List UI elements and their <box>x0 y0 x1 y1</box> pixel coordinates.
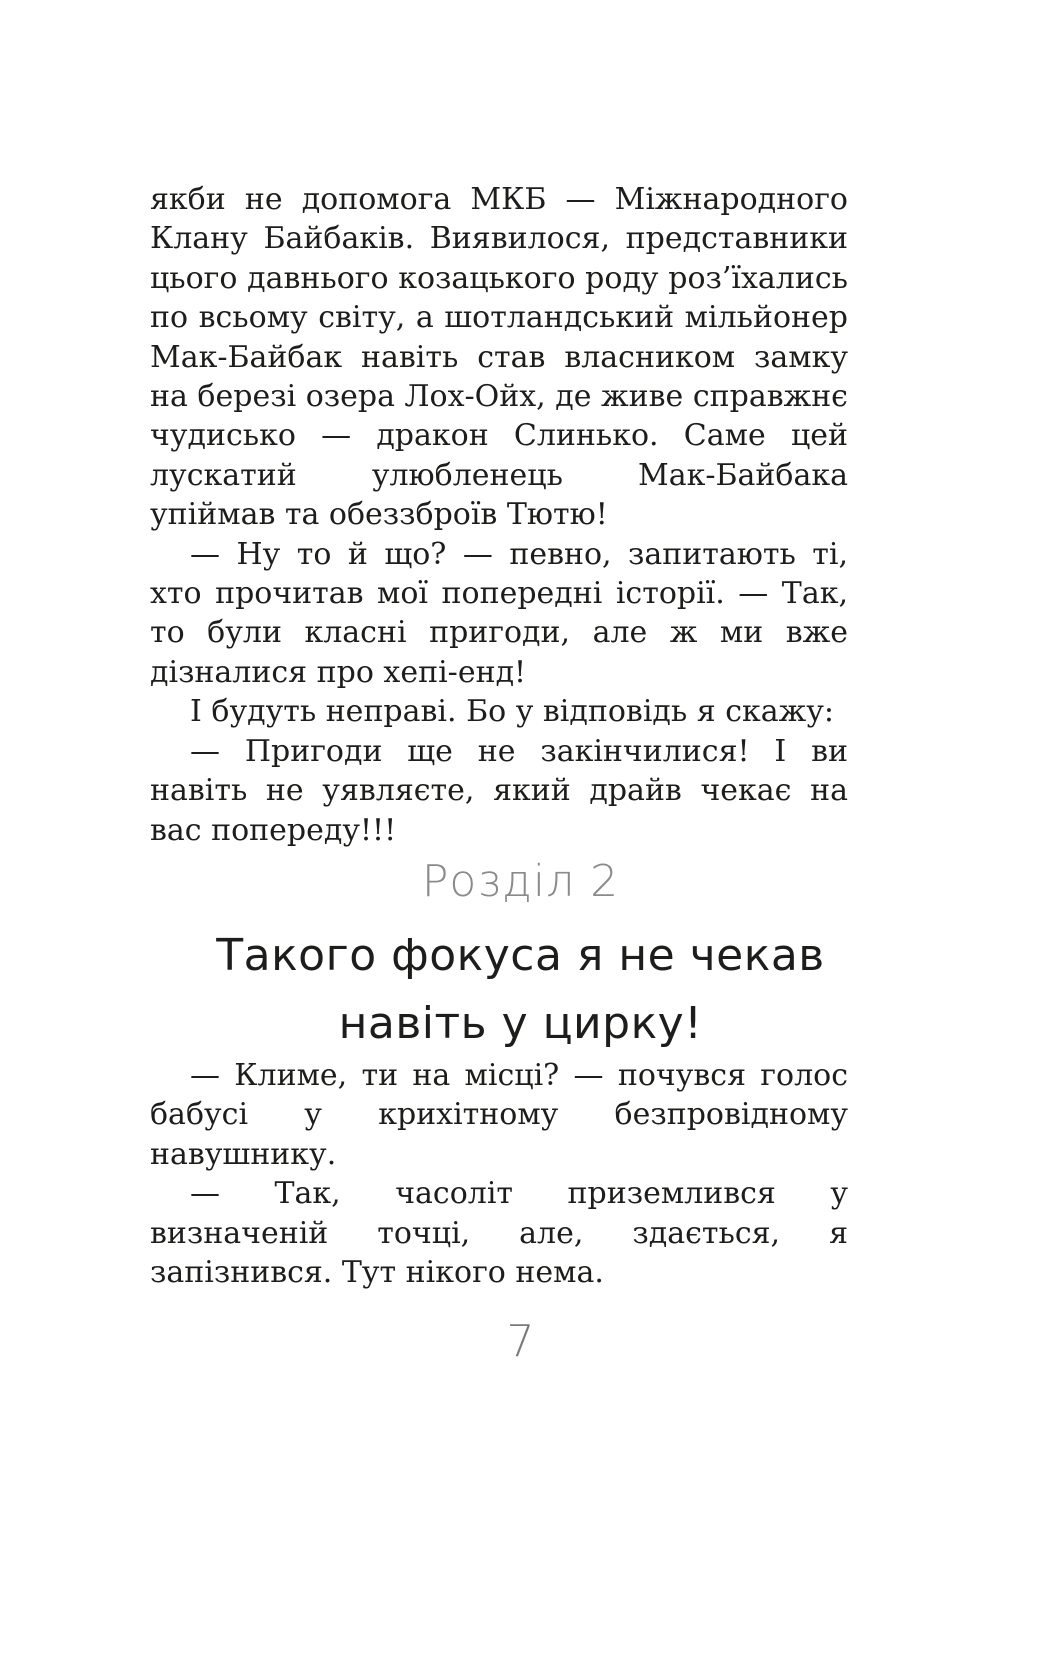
paragraph: — Так, часоліт приземлився у визначеній точці, але, здається, я запізнився. Тут нікого нема. <box>150 1176 848 1291</box>
page-number: 7 <box>506 1316 535 1367</box>
chapter-label: Розділ 2 <box>421 856 620 907</box>
paragraph: І будуть неправі. Бо у відповідь я скажу: <box>190 694 835 730</box>
paragraph: якби не допомога МКБ — Міжнародного Клану Байбаків. Виявилося, представники цього давнього козацького роду роз’їхались по всьому світу, а шотландський мільйонер Мак-Байбак навіть став власником замку на березі озера Лох-Ойх, де живе справжнє чудисько — дракон Слинько. Саме цей лускатий улюбленець Мак-Байбака упіймав та обеззброїв Тютю! <box>150 182 848 533</box>
paragraph: — Ну то й що? — певно, запитають ті, хто прочитав мої попередні історії. — Так, то були класні пригоди, але ж ми вже дізналися про хепі-енд! <box>150 536 848 690</box>
paragraph: — Климе, ти на місці? — почувся голос бабусі у крихітному безпровідному навушнику. <box>150 1058 848 1172</box>
paragraph: — Пригоди ще не закінчилися! І ви навіть не уявляєте, який драйв чекає на вас попереду!!! <box>150 733 848 848</box>
chapter-title-line: Такого фокуса я не чекав <box>216 930 825 981</box>
chapter-title-line: навіть у цирку! <box>338 998 703 1049</box>
body-text-bottom <box>150 1056 848 1292</box>
chapter-title <box>0 922 1041 1058</box>
body-text-top <box>150 180 848 850</box>
